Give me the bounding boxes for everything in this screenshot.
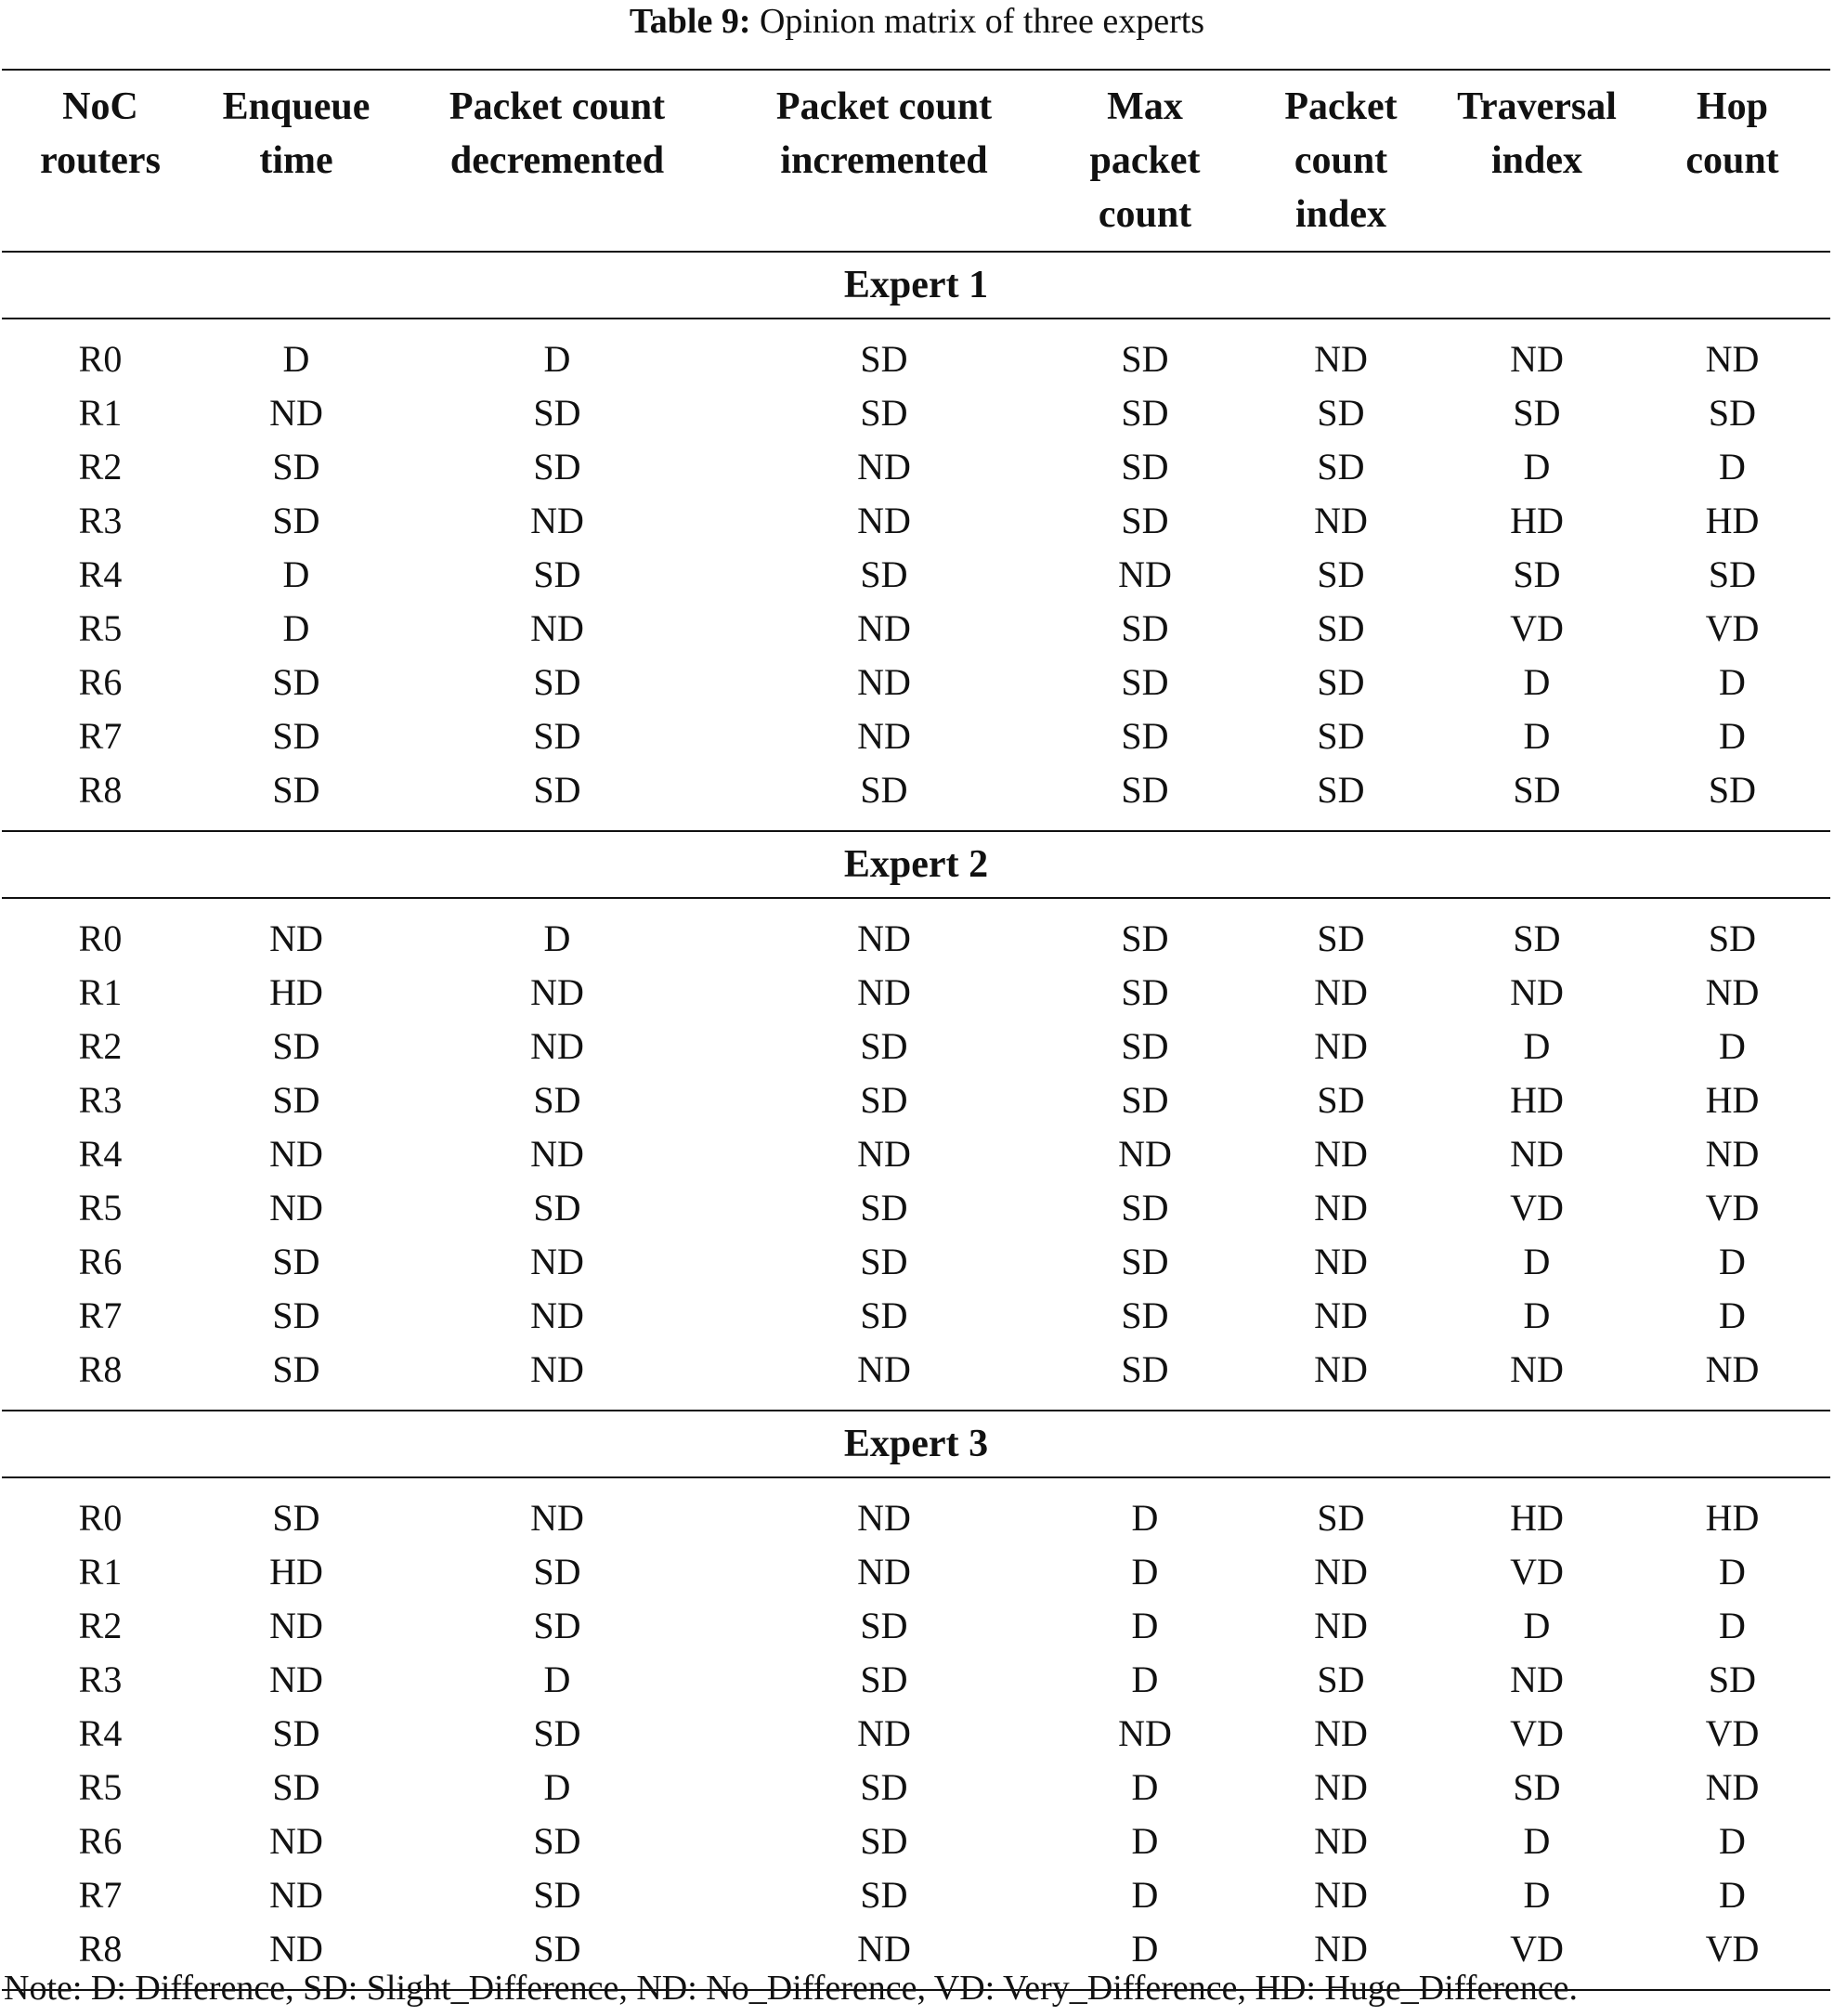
table-row: [2, 440, 1830, 494]
opinion-cell: D: [1523, 1820, 1551, 1862]
opinion-cell: VD: [1705, 1187, 1760, 1229]
opinion-cell: D: [543, 1766, 571, 1808]
opinion-cell: ND: [1314, 971, 1368, 1013]
opinion-cell: ND: [857, 1712, 911, 1754]
opinion-cell: SD: [1121, 500, 1169, 541]
column-header: [199, 70, 394, 252]
opinion-cell: ND: [269, 917, 323, 959]
opinion-cell: D: [282, 607, 310, 649]
opinion-cell: ND: [857, 715, 911, 757]
opinion-cell: ND: [1314, 1551, 1368, 1593]
column-header-line: index: [1294, 193, 1387, 236]
opinion-cell: D: [1719, 446, 1746, 488]
opinion-cell: SD: [533, 769, 581, 811]
opinion-cell: SD: [533, 446, 581, 488]
opinion-cell: ND: [857, 661, 911, 703]
column-header-line: Packet count: [449, 85, 666, 128]
opinion-cell: SD: [1121, 971, 1169, 1013]
opinion-cell: ND: [1510, 1133, 1564, 1175]
opinion-cell: ND: [1314, 1928, 1368, 1970]
opinion-cell: D: [1131, 1766, 1159, 1808]
table-row: [2, 1868, 1830, 1922]
table-row: [2, 1477, 1830, 1545]
opinion-cell: SD: [1121, 1079, 1169, 1121]
opinion-cell: ND: [1510, 971, 1564, 1013]
router-cell: R1: [78, 971, 123, 1013]
expert-group: [2, 831, 1830, 1411]
opinion-cell: D: [1719, 1025, 1746, 1067]
router-cell: R6: [78, 1820, 123, 1862]
opinion-cell: HD: [1510, 1497, 1564, 1539]
opinion-cell: ND: [857, 1551, 911, 1593]
opinion-cell: ND: [857, 917, 911, 959]
opinion-cell: D: [1523, 446, 1551, 488]
opinion-cell: SD: [533, 661, 581, 703]
opinion-cell: SD: [1121, 1294, 1169, 1336]
router-cell: R3: [78, 1079, 123, 1121]
column-header-line: Packet count: [775, 85, 993, 128]
router-cell: R3: [78, 500, 123, 541]
column-header: [394, 70, 721, 252]
opinion-cell: SD: [1513, 392, 1561, 434]
column-header-line: routers: [40, 139, 161, 182]
opinion-cell: SD: [1708, 553, 1757, 595]
opinion-cell: SD: [1317, 917, 1365, 959]
opinion-cell: D: [1523, 1874, 1551, 1916]
opinion-cell: SD: [1121, 1187, 1169, 1229]
opinion-cell: SD: [1121, 769, 1169, 811]
opinion-cell: ND: [1314, 1241, 1368, 1282]
opinion-cell: VD: [1510, 1712, 1564, 1754]
opinion-cell: D: [1523, 715, 1551, 757]
opinion-cell: SD: [272, 1497, 320, 1539]
opinion-cell: SD: [272, 715, 320, 757]
opinion-cell: ND: [269, 1874, 323, 1916]
opinion-cell: D: [1719, 715, 1746, 757]
opinion-cell: SD: [1121, 1025, 1169, 1067]
opinion-cell: D: [1719, 1294, 1746, 1336]
opinion-cell: D: [1523, 1605, 1551, 1646]
opinion-cell: SD: [1513, 917, 1561, 959]
opinion-cell: ND: [530, 1133, 584, 1175]
opinion-cell: ND: [1314, 1187, 1368, 1229]
opinion-cell: SD: [860, 1658, 908, 1700]
column-header-line: Hop: [1696, 85, 1769, 128]
opinion-cell: SD: [1317, 715, 1365, 757]
expert-title: Expert 3: [2, 1411, 1830, 1477]
table-row: [2, 898, 1830, 966]
table-row: [2, 1073, 1830, 1127]
opinion-cell: SD: [1317, 661, 1365, 703]
opinion-cell: SD: [1513, 553, 1561, 595]
opinion-cell: SD: [1317, 1079, 1365, 1121]
opinion-cell: D: [1131, 1874, 1159, 1916]
opinion-cell: HD: [1705, 1079, 1760, 1121]
opinion-cell: SD: [533, 1551, 581, 1593]
opinion-cell: SD: [533, 715, 581, 757]
opinion-cell: SD: [1708, 1658, 1757, 1700]
opinion-cell: VD: [1510, 1551, 1564, 1593]
column-header-line: time: [259, 139, 333, 182]
header-row: [2, 70, 1830, 252]
opinion-cell: ND: [857, 1133, 911, 1175]
opinion-cell: SD: [860, 1874, 908, 1916]
table-row: [2, 602, 1830, 656]
column-header-line: count: [1098, 193, 1192, 236]
table-row: [2, 656, 1830, 709]
opinion-cell: D: [1523, 1241, 1551, 1282]
opinion-cell: SD: [1317, 1658, 1365, 1700]
expert-section-row: [2, 1411, 1830, 1477]
opinion-cell: SD: [860, 1766, 908, 1808]
opinion-cell: D: [543, 338, 571, 380]
opinion-cell: SD: [272, 1241, 320, 1282]
column-header-line: incremented: [780, 139, 988, 182]
opinion-cell: ND: [857, 500, 911, 541]
opinion-cell: D: [1523, 1294, 1551, 1336]
router-cell: R2: [78, 1025, 123, 1067]
opinion-cell: ND: [530, 500, 584, 541]
opinion-cell: SD: [1317, 607, 1365, 649]
column-header-line: NoC: [62, 85, 138, 128]
opinion-cell: ND: [530, 1294, 584, 1336]
opinion-cell: ND: [1118, 553, 1172, 595]
table-row: [2, 1343, 1830, 1411]
router-cell: R6: [78, 661, 123, 703]
table-note: Note: D: Difference, SD: Slight_Difference, ND: No_Difference, VD: Very_Difference, HD: Huge_Difference.: [4, 1969, 1579, 2008]
opinion-cell: ND: [857, 1348, 911, 1390]
opinion-cell: D: [282, 338, 310, 380]
opinion-cell: D: [1131, 1605, 1159, 1646]
opinion-cell: SD: [272, 1348, 320, 1390]
opinion-cell: SD: [533, 1928, 581, 1970]
opinion-cell: SD: [533, 1712, 581, 1754]
opinion-cell: ND: [1314, 1025, 1368, 1067]
column-header-line: count: [1294, 139, 1388, 182]
column-header: [2, 70, 199, 252]
opinion-cell: HD: [1705, 500, 1760, 541]
opinion-cell: SD: [1121, 607, 1169, 649]
column-header: [1047, 70, 1242, 252]
table-row: [2, 1653, 1830, 1707]
opinion-cell: ND: [1510, 1658, 1564, 1700]
opinion-cell: ND: [1314, 1133, 1368, 1175]
opinion-cell: D: [1131, 1551, 1159, 1593]
opinion-cell: SD: [1708, 392, 1757, 434]
opinion-cell: SD: [533, 553, 581, 595]
table-row: [2, 1181, 1830, 1235]
table-row: [2, 709, 1830, 763]
opinion-cell: SD: [1513, 769, 1561, 811]
opinion-cell: ND: [1314, 1820, 1368, 1862]
router-cell: R5: [78, 607, 123, 649]
opinion-cell: ND: [1705, 338, 1760, 380]
opinion-cell: VD: [1510, 607, 1564, 649]
expert-section-row: [2, 831, 1830, 898]
opinion-cell: ND: [530, 1348, 584, 1390]
opinion-cell: SD: [1121, 917, 1169, 959]
expert-group: [2, 1411, 1830, 1990]
table-row: [2, 1599, 1830, 1653]
opinion-cell: HD: [269, 1551, 323, 1593]
opinion-cell: ND: [857, 607, 911, 649]
opinion-cell: ND: [269, 1658, 323, 1700]
opinion-cell: ND: [857, 971, 911, 1013]
router-cell: R4: [78, 553, 123, 595]
opinion-cell: SD: [860, 1820, 908, 1862]
opinion-cell: SD: [272, 1294, 320, 1336]
opinion-cell: ND: [530, 1025, 584, 1067]
opinion-cell: SD: [860, 338, 908, 380]
table-caption: [0, 0, 1834, 45]
opinion-matrix-table: [2, 69, 1830, 1991]
table-row: [2, 1707, 1830, 1761]
table-row: [2, 1235, 1830, 1289]
opinion-cell: ND: [530, 1241, 584, 1282]
column-header-line: packet: [1089, 139, 1201, 182]
router-cell: R2: [78, 446, 123, 488]
router-cell: R0: [78, 1497, 123, 1539]
opinion-cell: SD: [860, 1605, 908, 1646]
opinion-cell: SD: [1121, 715, 1169, 757]
opinion-cell: ND: [530, 607, 584, 649]
expert-section-row: [2, 252, 1830, 319]
router-cell: R1: [78, 1551, 123, 1593]
column-header-line: Packet: [1284, 85, 1398, 128]
column-header: [1439, 70, 1634, 252]
opinion-cell: HD: [269, 971, 323, 1013]
router-cell: R1: [78, 392, 123, 434]
opinion-cell: SD: [1317, 1497, 1365, 1539]
opinion-cell: ND: [857, 1497, 911, 1539]
column-header: [1634, 70, 1830, 252]
router-cell: R6: [78, 1241, 123, 1282]
expert-title: Expert 2: [2, 831, 1830, 898]
column-header: [1242, 70, 1439, 252]
opinion-cell: ND: [857, 1928, 911, 1970]
opinion-cell: ND: [1705, 1348, 1760, 1390]
opinion-cell: SD: [272, 1025, 320, 1067]
router-cell: R4: [78, 1133, 123, 1175]
opinion-cell: ND: [1314, 1348, 1368, 1390]
opinion-cell: D: [1131, 1928, 1159, 1970]
opinion-cell: ND: [1118, 1133, 1172, 1175]
opinion-cell: SD: [1121, 661, 1169, 703]
opinion-cell: ND: [269, 1820, 323, 1862]
opinion-cell: ND: [1118, 1712, 1172, 1754]
table-row: [2, 1020, 1830, 1073]
opinion-cell: SD: [860, 1079, 908, 1121]
table-row: [2, 1289, 1830, 1343]
opinion-cell: D: [1719, 1874, 1746, 1916]
caption-label: Table 9:: [629, 2, 751, 41]
opinion-cell: SD: [1121, 338, 1169, 380]
opinion-cell: ND: [1510, 1348, 1564, 1390]
opinion-cell: D: [1719, 1551, 1746, 1593]
opinion-cell: D: [543, 917, 571, 959]
opinion-cell: HD: [1510, 1079, 1564, 1121]
opinion-cell: HD: [1510, 500, 1564, 541]
opinion-cell: SD: [533, 1187, 581, 1229]
opinion-cell: SD: [1317, 392, 1365, 434]
opinion-cell: ND: [1314, 1766, 1368, 1808]
opinion-cell: VD: [1705, 1712, 1760, 1754]
opinion-cell: D: [1719, 1820, 1746, 1862]
router-cell: R8: [78, 769, 123, 811]
opinion-cell: ND: [1314, 1294, 1368, 1336]
opinion-cell: SD: [272, 1079, 320, 1121]
table-row: [2, 763, 1830, 831]
opinion-cell: ND: [269, 1187, 323, 1229]
router-cell: R5: [78, 1187, 123, 1229]
opinion-cell: ND: [1314, 338, 1368, 380]
opinion-cell: D: [1131, 1658, 1159, 1700]
table-row: [2, 319, 1830, 386]
opinion-cell: ND: [1510, 338, 1564, 380]
router-cell: R5: [78, 1766, 123, 1808]
opinion-cell: D: [543, 1658, 571, 1700]
opinion-cell: ND: [269, 1605, 323, 1646]
router-cell: R0: [78, 338, 123, 380]
column-header-line: decremented: [449, 139, 665, 182]
opinion-cell: SD: [1513, 1766, 1561, 1808]
router-cell: R7: [78, 1294, 123, 1336]
opinion-cell: SD: [1121, 1348, 1169, 1390]
table-row: [2, 1127, 1830, 1181]
opinion-cell: D: [282, 553, 310, 595]
opinion-cell: SD: [860, 1187, 908, 1229]
opinion-cell: SD: [860, 769, 908, 811]
opinion-cell: D: [1523, 1025, 1551, 1067]
opinion-cell: ND: [1314, 1712, 1368, 1754]
opinion-cell: SD: [860, 1025, 908, 1067]
opinion-cell: SD: [860, 553, 908, 595]
column-header-line: Traversal: [1457, 85, 1617, 128]
opinion-cell: D: [1719, 661, 1746, 703]
opinion-cell: SD: [1317, 553, 1365, 595]
opinion-cell: SD: [272, 1766, 320, 1808]
opinion-cell: SD: [1121, 1241, 1169, 1282]
table-row: [2, 1545, 1830, 1599]
router-cell: R0: [78, 917, 123, 959]
opinion-cell: SD: [272, 1712, 320, 1754]
opinion-cell: SD: [272, 446, 320, 488]
opinion-cell: SD: [533, 1820, 581, 1862]
opinion-cell: SD: [272, 500, 320, 541]
opinion-cell: ND: [1705, 1133, 1760, 1175]
opinion-cell: D: [1131, 1820, 1159, 1862]
opinion-cell: SD: [1121, 392, 1169, 434]
router-cell: R3: [78, 1658, 123, 1700]
table-row: [2, 1814, 1830, 1868]
opinion-cell: D: [1719, 1241, 1746, 1282]
opinion-cell: VD: [1510, 1928, 1564, 1970]
opinion-cell: ND: [269, 392, 323, 434]
table-row: [2, 494, 1830, 548]
opinion-cell: ND: [1314, 500, 1368, 541]
opinion-cell: ND: [269, 1928, 323, 1970]
router-cell: R2: [78, 1605, 123, 1646]
opinion-cell: SD: [1121, 446, 1169, 488]
opinion-cell: D: [1131, 1497, 1159, 1539]
table-row: [2, 386, 1830, 440]
router-cell: R8: [78, 1348, 123, 1390]
opinion-cell: SD: [860, 1294, 908, 1336]
router-cell: R7: [78, 1874, 123, 1916]
opinion-cell: D: [1523, 661, 1551, 703]
column-header-line: Max: [1107, 85, 1183, 128]
table-row: [2, 1761, 1830, 1814]
expert-title: Expert 1: [2, 252, 1830, 319]
opinion-cell: SD: [1317, 769, 1365, 811]
router-cell: R8: [78, 1928, 123, 1970]
opinion-cell: ND: [857, 446, 911, 488]
router-cell: R4: [78, 1712, 123, 1754]
opinion-cell: SD: [860, 1241, 908, 1282]
column-header-line: count: [1685, 139, 1779, 182]
opinion-cell: ND: [530, 971, 584, 1013]
opinion-cell: SD: [272, 769, 320, 811]
opinion-cell: SD: [533, 1874, 581, 1916]
column-header: [721, 70, 1047, 252]
router-cell: R7: [78, 715, 123, 757]
table-row: [2, 966, 1830, 1020]
opinion-cell: HD: [1705, 1497, 1760, 1539]
opinion-cell: SD: [533, 1605, 581, 1646]
opinion-cell: VD: [1705, 607, 1760, 649]
column-header-line: index: [1490, 139, 1583, 182]
opinion-cell: ND: [530, 1497, 584, 1539]
column-header-line: Enqueue: [222, 85, 371, 128]
opinion-cell: SD: [1708, 917, 1757, 959]
expert-group: [2, 252, 1830, 831]
opinion-cell: VD: [1705, 1928, 1760, 1970]
opinion-cell: VD: [1510, 1187, 1564, 1229]
opinion-cell: ND: [1705, 971, 1760, 1013]
opinion-cell: D: [1719, 1605, 1746, 1646]
table-row: [2, 548, 1830, 602]
caption-text: Opinion matrix of three experts: [759, 2, 1205, 41]
opinion-cell: ND: [1314, 1874, 1368, 1916]
opinion-cell: SD: [272, 661, 320, 703]
opinion-cell: ND: [269, 1133, 323, 1175]
opinion-cell: ND: [1705, 1766, 1760, 1808]
opinion-cell: SD: [860, 392, 908, 434]
opinion-cell: SD: [533, 1079, 581, 1121]
opinion-cell: SD: [533, 392, 581, 434]
opinion-cell: SD: [1317, 446, 1365, 488]
opinion-cell: SD: [1708, 769, 1757, 811]
opinion-cell: ND: [1314, 1605, 1368, 1646]
